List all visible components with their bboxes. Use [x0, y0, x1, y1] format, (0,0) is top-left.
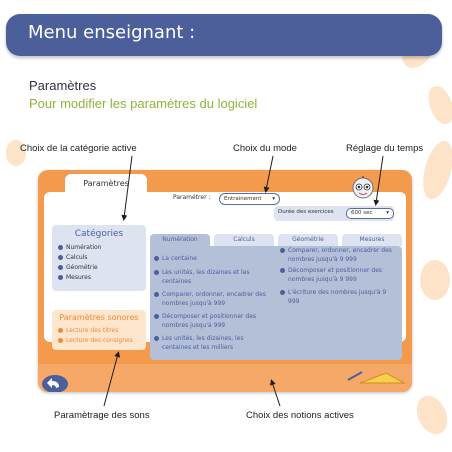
son-consignes[interactable]: Lecture des consignes — [58, 337, 133, 344]
annotation-categorie: Choix de la catégorie active — [20, 143, 137, 154]
notion-item[interactable]: La centaine — [162, 254, 270, 263]
annotation-temps: Réglage du temps — [346, 143, 424, 154]
tab-geometrie[interactable]: Géométrie — [278, 234, 338, 246]
header-title: Menu enseignant : — [28, 22, 196, 43]
section-subtitle: Pour modifier les paramètres du logiciel — [29, 96, 258, 111]
sons-title: Paramètres sonores — [59, 313, 139, 322]
annotation-mode: Choix du mode — [233, 143, 297, 154]
notion-item[interactable]: L'écriture des nombres jusqu'à 9 999 — [288, 288, 396, 306]
notion-item[interactable]: Les unités, les dizaines, les centaines et les milliers — [162, 334, 270, 352]
category-mesures[interactable]: Mesures — [58, 274, 91, 281]
notion-item[interactable]: Décomposer et positionner des nombres jusqu'à 999 — [162, 312, 270, 330]
category-geometrie[interactable]: Géométrie — [58, 264, 98, 271]
chevron-down-icon: ▾ — [386, 210, 389, 216]
category-numeration[interactable]: Numération — [58, 244, 101, 251]
notion-item[interactable]: Décomposer et positionner des nombres jusqu'à 9 999 — [288, 266, 400, 284]
mode-value: Entrainement — [224, 196, 262, 202]
tab-numeration[interactable]: Numération — [150, 234, 210, 246]
categories-title: Catégories — [74, 229, 124, 239]
annotation-notions: Choix des notions actives — [246, 410, 354, 421]
chevron-down-icon: ▾ — [272, 196, 275, 202]
annotation-sons: Paramètrage des sons — [54, 410, 150, 421]
notion-item[interactable]: Les unités, les dizaines et les centaines — [162, 268, 270, 286]
category-calculs[interactable]: Calculs — [58, 254, 87, 261]
notion-item[interactable]: Comparer, ordonner, encadrer des nombres jusqu'à 9 999 — [288, 246, 400, 264]
son-titres[interactable]: Lecture des titres — [58, 327, 118, 334]
tab-calculs[interactable]: Calculs — [214, 234, 274, 246]
duree-value: 600 sec — [351, 210, 373, 216]
duree-label: Durée des exercices — [278, 209, 334, 215]
tab-mesures[interactable]: Mesures — [342, 234, 402, 246]
parametrer-label: Paramétrer : — [173, 194, 211, 201]
section-title: Paramètres — [29, 78, 97, 93]
notion-item[interactable]: Comparer, ordonner, encadrer des nombres jusqu'à 999 — [162, 290, 274, 308]
tab-parametres[interactable]: Paramètres — [65, 174, 147, 194]
